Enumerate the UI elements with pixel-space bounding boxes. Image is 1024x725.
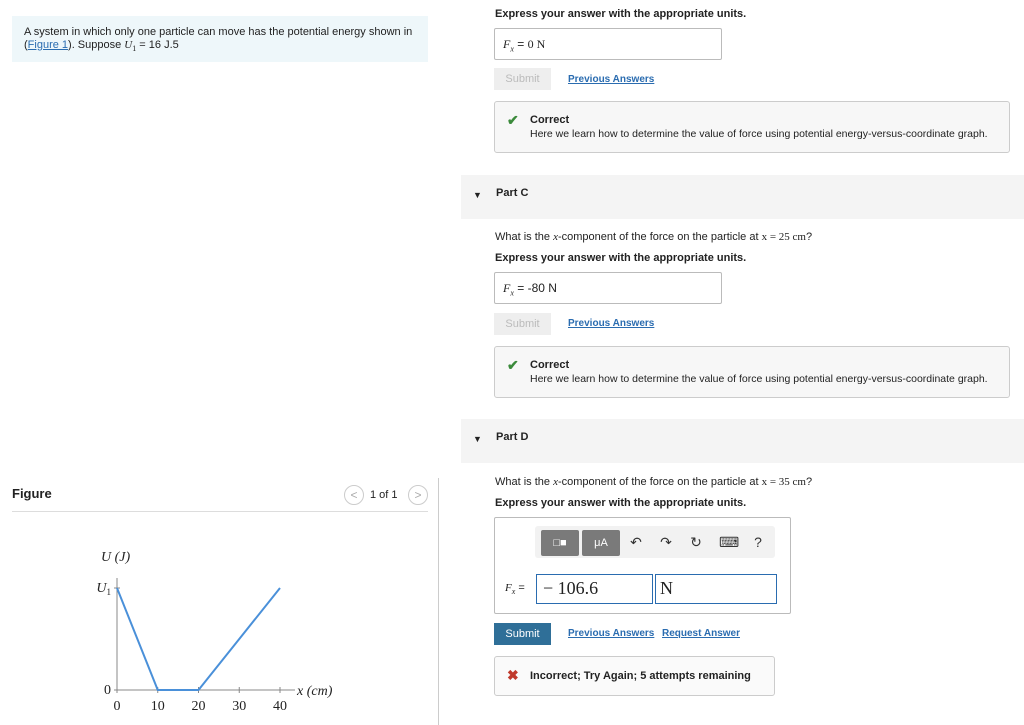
x-tick-label: 10 [150, 699, 165, 714]
feedback-text: Incorrect; Try Again; 5 attempts remaining [530, 670, 751, 682]
part-d-value-input[interactable]: − 106.6 [536, 574, 653, 604]
part-c-instruction: Express your answer with the appropriate units. [495, 252, 747, 264]
figure-next-button[interactable]: > [408, 485, 428, 505]
part-b-submit-button[interactable]: Submit [494, 68, 551, 90]
part-c-question: What is the x-component of the force on the particle at x = 25 cm? [495, 231, 813, 243]
undo-icon[interactable]: ↶ [630, 534, 642, 550]
part-b-instruction: Express your answer with the appropriate units. [495, 8, 747, 20]
templates-button[interactable]: □■ [541, 530, 579, 556]
feedback-title: Correct [530, 114, 570, 126]
series-line [117, 588, 280, 690]
redo-icon[interactable]: ↷ [660, 534, 672, 550]
reset-icon[interactable]: ↻ [690, 534, 702, 550]
part-d-request-answer-link[interactable]: Request Answer [662, 628, 740, 639]
feedback-title: Correct [530, 359, 570, 371]
y-tick-label: 0 [104, 683, 111, 698]
feedback-text: Here we learn how to determine the value of force using potential energy-versus-coordinate graph. [530, 373, 988, 385]
math-editor [494, 517, 791, 614]
figure-prev-button[interactable]: < [344, 485, 364, 505]
part-d-feedback [494, 656, 775, 696]
part-d-submit-button[interactable]: Submit [494, 623, 551, 645]
panel-divider [438, 478, 439, 725]
part-b-feedback [494, 101, 1010, 153]
u1-symbol: $U_1$ [124, 39, 137, 54]
x-tick-label: 30 [232, 699, 247, 714]
figure-link[interactable]: Figure 1 [27, 39, 69, 51]
part-d-previous-answers-link[interactable]: Previous Answers [568, 628, 655, 639]
y-axis-label: U (J) [101, 550, 131, 565]
part-c-answer-value: -80 N [527, 281, 557, 295]
part-d-variable-label: $F_x$ = [505, 582, 525, 597]
y-tick-label: $U_1$ [96, 581, 111, 597]
figure-header [12, 484, 428, 512]
part-d-unit-input[interactable]: N [655, 574, 777, 604]
part-c-feedback [494, 346, 1010, 398]
triangle-down-icon: ▼ [473, 190, 482, 200]
check-icon: ✔ [507, 112, 519, 128]
units-button[interactable]: μA [582, 530, 620, 556]
axis-ticks [96, 581, 287, 714]
part-d-instruction: Express your answer with the appropriate units. [495, 497, 747, 509]
editor-toolbar [535, 526, 775, 558]
x-tick-label: 0 [113, 699, 121, 714]
feedback-text: Here we learn how to determine the value of force using potential energy-versus-coordinate graph. [530, 128, 988, 140]
keyboard-icon[interactable]: ⌨ [719, 534, 740, 550]
part-c-answer-field[interactable]: $F_x = -80$ N [494, 272, 722, 304]
part-d-question: What is the x-component of the force on the particle at x = 35 cm? [495, 476, 813, 488]
potential-energy-graph [80, 538, 360, 718]
problem-statement: A system in which only one particle can move has the potential energy shown in (Figure 1). Suppose $U_1 = 16$ J.5 [12, 16, 428, 62]
part-b-answer-value: 0 N [527, 37, 546, 51]
x-axis-label: x (cm) [297, 684, 333, 699]
cross-icon: ✖ [507, 667, 519, 683]
part-d-header[interactable] [461, 419, 1024, 463]
part-d-title: Part D [496, 431, 529, 443]
part-b-previous-answers-link[interactable]: Previous Answers [568, 74, 655, 85]
part-c-title: Part C [496, 187, 529, 199]
figure-title: Figure [12, 486, 52, 501]
x-tick-label: 40 [273, 699, 287, 714]
check-icon: ✔ [507, 357, 519, 373]
part-c-header[interactable] [461, 175, 1024, 219]
figure-counter: 1 of 1 [370, 489, 398, 501]
help-icon[interactable]: ? [754, 534, 762, 550]
x-tick-label: 20 [191, 699, 206, 714]
part-c-previous-answers-link[interactable]: Previous Answers [568, 318, 655, 329]
triangle-down-icon: ▼ [473, 434, 482, 444]
part-c-submit-button[interactable]: Submit [494, 313, 551, 335]
part-b-answer-field[interactable]: $F_x = 0$ N [494, 28, 722, 60]
